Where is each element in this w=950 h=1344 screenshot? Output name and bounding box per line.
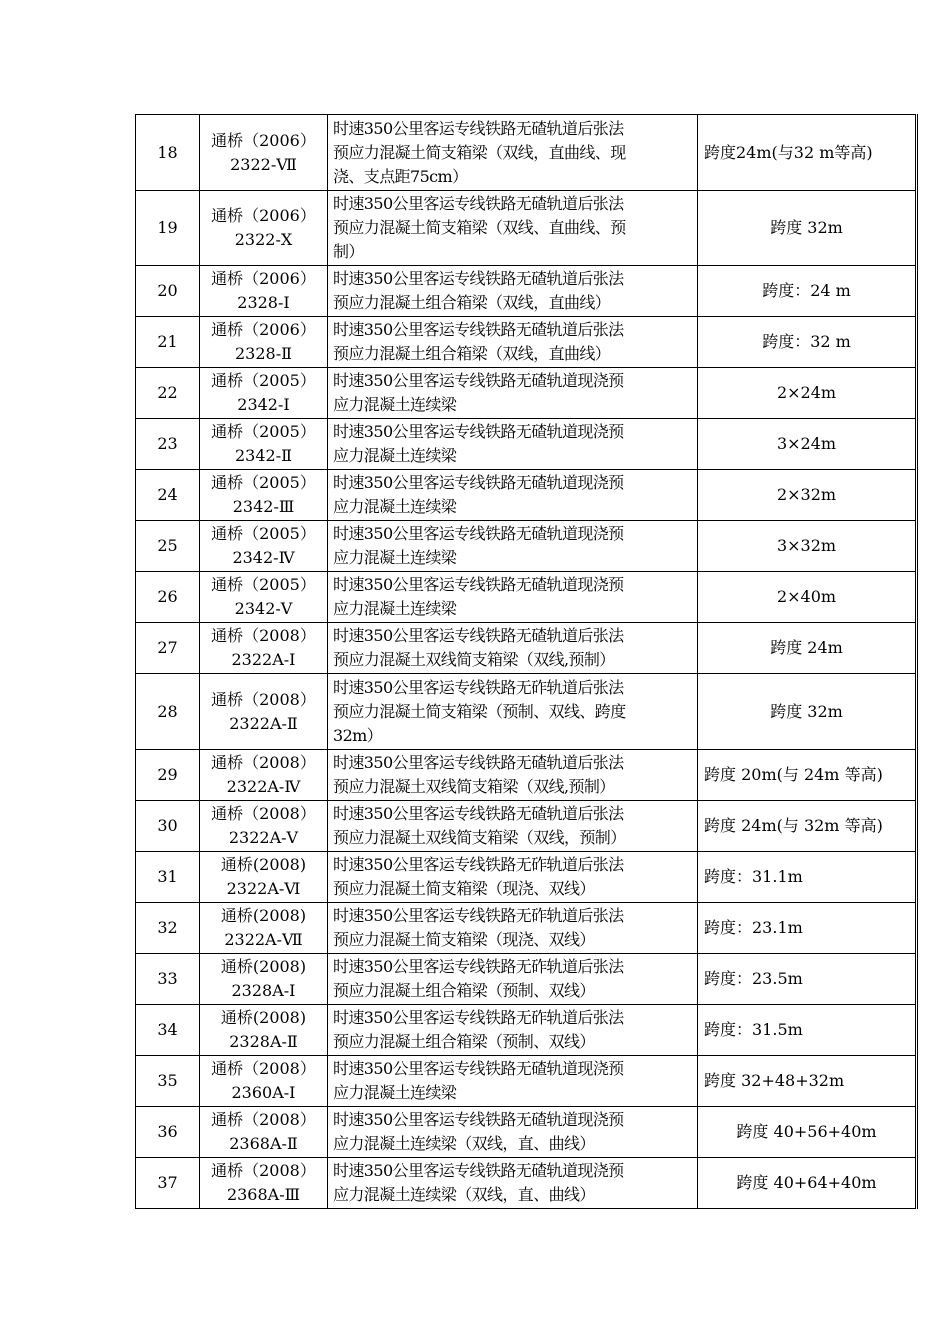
- drawing-code-cell: [200, 266, 328, 317]
- drawing-code-line: 通桥（2005）: [211, 575, 316, 594]
- drawing-code-cell: [200, 1005, 328, 1056]
- description-line: 时速350公里客运专线铁路无碴轨道后张法: [333, 194, 624, 213]
- description-line: 应力混凝土连续梁: [333, 548, 457, 567]
- row-number-cell: 37: [136, 1158, 200, 1209]
- span-cell: 2×40m: [698, 572, 917, 623]
- table-row: [136, 521, 917, 572]
- description-line: 应力混凝土连续梁: [333, 497, 457, 516]
- drawing-code-line: 2322A-Ⅵ: [226, 879, 301, 898]
- description-line: 制）: [333, 242, 364, 261]
- drawing-code-line: 通桥（2005）: [211, 371, 316, 390]
- table-row: [136, 1005, 917, 1056]
- description-cell: [328, 1107, 698, 1158]
- description-cell: [328, 623, 698, 674]
- drawing-code-line: 2368A-Ⅱ: [229, 1134, 298, 1153]
- row-number-cell: 20: [136, 266, 200, 317]
- description-line: 时速350公里客运专线铁路无碴轨道现浇预: [333, 575, 624, 594]
- span-cell: 跨度：32 m: [698, 317, 917, 368]
- description-line: 时速350公里客运专线铁路无碴轨道后张法: [333, 118, 624, 138]
- description-line: 时速350公里客运专线铁路无碴轨道后张法: [333, 804, 624, 823]
- description-line: 应力混凝土连续梁: [333, 395, 457, 414]
- drawing-code-line: 2328A-Ⅱ: [229, 1032, 298, 1051]
- drawing-code-cell: [200, 750, 328, 801]
- drawing-code-line: 通桥（2006）: [211, 320, 316, 339]
- drawing-code-line: 通桥(2008): [220, 855, 307, 874]
- description-line: 时速350公里客运专线铁路无碴轨道现浇预: [333, 371, 624, 390]
- description-line: 预应力混凝土简支箱梁（现浇、双线）: [333, 930, 595, 949]
- drawing-code-line: 2328-Ⅱ: [235, 344, 292, 363]
- table-row: [136, 191, 917, 266]
- description-line: 预应力混凝土组合箱梁（预制、双线）: [333, 1032, 595, 1051]
- table-row: [136, 801, 917, 852]
- drawing-code-line: 2322A-Ⅱ: [229, 713, 298, 733]
- description-line: 应力混凝土连续梁: [333, 1083, 457, 1102]
- drawing-code-cell: [200, 623, 328, 674]
- description-line: 时速350公里客运专线铁路无碴轨道后张法: [333, 269, 624, 288]
- description-cell: [328, 1005, 698, 1056]
- description-cell: [328, 419, 698, 470]
- drawing-code-cell: [200, 1107, 328, 1158]
- span-cell: 跨度 32m: [698, 191, 917, 266]
- drawing-code-line: 2342-Ⅳ: [232, 548, 295, 567]
- description-line: 预应力混凝土组合箱梁（双线，直曲线）: [333, 293, 611, 312]
- span-cell: 跨度 24m(与 32m 等高): [698, 801, 917, 852]
- drawing-code-cell: [200, 470, 328, 521]
- span-cell: 2×32m: [698, 470, 917, 521]
- drawing-code-line: 通桥（2008）: [211, 1059, 316, 1078]
- drawing-code-line: 2368A-Ⅲ: [226, 1185, 301, 1204]
- drawing-code-line: 通桥（2005）: [211, 422, 316, 441]
- drawing-code-line: 2322A-Ⅶ: [224, 930, 303, 949]
- drawing-code-line: 通桥(2008): [220, 1008, 307, 1027]
- table-row: [136, 954, 917, 1005]
- description-cell: [328, 572, 698, 623]
- row-number-cell: 34: [136, 1005, 200, 1056]
- table-row: [136, 750, 917, 801]
- table-row: [136, 572, 917, 623]
- description-cell: [328, 470, 698, 521]
- row-number-cell: 22: [136, 368, 200, 419]
- drawing-code-line: 通桥（2008）: [211, 804, 316, 823]
- row-number-cell: 19: [136, 191, 200, 266]
- description-cell: [328, 903, 698, 954]
- description-cell: [328, 1158, 698, 1209]
- table-row: [136, 1107, 917, 1158]
- drawing-code-cell: [200, 801, 328, 852]
- span-cell: 跨度 20m(与 24m 等高): [698, 750, 917, 801]
- description-cell: [328, 521, 698, 572]
- table-row: [136, 317, 917, 368]
- row-number-cell: 25: [136, 521, 200, 572]
- drawing-code-line: 通桥（2006）: [211, 130, 316, 150]
- table-row: [136, 1056, 917, 1107]
- description-line: 时速350公里客运专线铁路无碴轨道后张法: [333, 753, 624, 772]
- drawing-code-line: 通桥（2008）: [211, 626, 316, 645]
- drawing-code-cell: [200, 521, 328, 572]
- row-number-cell: 32: [136, 903, 200, 954]
- drawing-code-cell: [200, 903, 328, 954]
- table-row: [136, 623, 917, 674]
- description-line: 预应力混凝土简支箱梁（双线，直曲线、现: [333, 142, 626, 162]
- row-number-cell: 35: [136, 1056, 200, 1107]
- row-number-cell: 33: [136, 954, 200, 1005]
- drawing-code-line: 通桥（2005）: [211, 473, 316, 492]
- row-number-cell: 21: [136, 317, 200, 368]
- drawing-code-line: 2342-Ⅰ: [237, 395, 290, 414]
- drawing-code-line: 通桥（2008）: [211, 689, 316, 709]
- row-number-cell: 29: [136, 750, 200, 801]
- description-line: 预应力混凝土双线简支箱梁（双线,预制）: [333, 650, 615, 669]
- table-row: [136, 419, 917, 470]
- row-number-cell: 30: [136, 801, 200, 852]
- row-number-cell: 36: [136, 1107, 200, 1158]
- row-number-cell: 24: [136, 470, 200, 521]
- drawing-code-cell: [200, 419, 328, 470]
- drawing-code-line: 2322-Ⅶ: [230, 154, 297, 174]
- drawing-code-line: 2322A-Ⅰ: [231, 650, 296, 669]
- description-line: 时速350公里客运专线铁路无砟轨道后张法: [333, 906, 624, 925]
- drawing-code-line: 通桥(2008): [220, 957, 307, 976]
- span-cell: 2×24m: [698, 368, 917, 419]
- drawing-code-line: 通桥(2008): [220, 906, 307, 925]
- description-line: 预应力混凝土简支箱梁（预制、双线、跨度: [333, 701, 626, 721]
- description-cell: [328, 674, 698, 750]
- description-cell: [328, 852, 698, 903]
- drawing-list-table: [135, 114, 918, 1209]
- span-cell: 跨度：24 m: [698, 266, 917, 317]
- description-line: 应力混凝土连续梁: [333, 446, 457, 465]
- description-line: 预应力混凝土简支箱梁（现浇、双线）: [333, 879, 595, 898]
- drawing-code-line: 通桥（2008）: [211, 1161, 316, 1180]
- drawing-code-line: 2322-Ⅹ: [234, 230, 293, 249]
- description-line: 应力混凝土连续梁: [333, 599, 457, 618]
- description-line: 时速350公里客运专线铁路无碴轨道现浇预: [333, 1161, 624, 1180]
- row-number-cell: 18: [136, 115, 200, 191]
- span-cell: 跨度24m(与32 m等高): [698, 115, 917, 191]
- drawing-code-line: 通桥（2006）: [211, 206, 316, 225]
- drawing-code-cell: [200, 368, 328, 419]
- drawing-code-line: 2328-Ⅰ: [237, 293, 290, 312]
- row-number-cell: 31: [136, 852, 200, 903]
- description-line: 时速350公里客运专线铁路无碴轨道后张法: [333, 320, 624, 339]
- description-line: 时速350公里客运专线铁路无砟轨道后张法: [333, 677, 624, 697]
- description-cell: [328, 1056, 698, 1107]
- description-cell: [328, 266, 698, 317]
- description-line: 32m）: [333, 725, 383, 745]
- drawing-code-cell: [200, 1158, 328, 1209]
- span-cell: 跨度：23.1m: [698, 903, 917, 954]
- table-row: [136, 852, 917, 903]
- drawing-code-cell: [200, 852, 328, 903]
- drawing-code-line: 2342-Ⅱ: [235, 446, 292, 465]
- drawing-code-line: 通桥（2008）: [211, 1110, 316, 1129]
- drawing-code-line: 通桥（2005）: [211, 524, 316, 543]
- description-line: 预应力混凝土组合箱梁（双线，直曲线）: [333, 344, 611, 363]
- span-cell: 3×24m: [698, 419, 917, 470]
- drawing-code-line: 2360A-Ⅰ: [231, 1083, 296, 1102]
- description-line: 浇、支点距75cm）: [333, 166, 468, 186]
- table-row: [136, 368, 917, 419]
- drawing-code-cell: [200, 1056, 328, 1107]
- description-line: 应力混凝土连续梁（双线，直、曲线）: [333, 1185, 595, 1204]
- drawing-code-line: 通桥（2006）: [211, 269, 316, 288]
- drawing-code-line: 通桥（2008）: [211, 753, 316, 772]
- description-line: 时速350公里客运专线铁路无砟轨道后张法: [333, 1008, 624, 1027]
- description-cell: [328, 115, 698, 191]
- span-cell: 跨度：23.5m: [698, 954, 917, 1005]
- span-cell: 3×32m: [698, 521, 917, 572]
- table-row: [136, 470, 917, 521]
- drawing-code-cell: [200, 191, 328, 266]
- description-cell: [328, 368, 698, 419]
- description-line: 时速350公里客运专线铁路无砟轨道后张法: [333, 855, 624, 874]
- row-number-cell: 27: [136, 623, 200, 674]
- description-line: 预应力混凝土简支箱梁（双线、直曲线、预: [333, 218, 626, 237]
- table-row: [136, 266, 917, 317]
- description-line: 时速350公里客运专线铁路无砟轨道后张法: [333, 957, 624, 976]
- drawing-code-cell: [200, 954, 328, 1005]
- description-line: 预应力混凝土组合箱梁（预制、双线）: [333, 981, 595, 1000]
- span-cell: 跨度 40+56+40m: [698, 1107, 917, 1158]
- drawing-code-cell: [200, 317, 328, 368]
- description-cell: [328, 954, 698, 1005]
- description-cell: [328, 750, 698, 801]
- drawing-code-line: 2342-Ⅴ: [234, 599, 293, 618]
- description-line: 时速350公里客运专线铁路无碴轨道后张法: [333, 626, 624, 645]
- drawing-code-line: 2328A-Ⅰ: [231, 981, 296, 1000]
- drawing-code-line: 2322A-Ⅳ: [226, 777, 301, 796]
- description-cell: [328, 191, 698, 266]
- description-line: 时速350公里客运专线铁路无碴轨道现浇预: [333, 524, 624, 543]
- description-line: 时速350公里客运专线铁路无碴轨道现浇预: [333, 1059, 624, 1078]
- description-cell: [328, 317, 698, 368]
- table-row: [136, 903, 917, 954]
- row-number-cell: 28: [136, 674, 200, 750]
- description-line: 预应力混凝土双线简支箱梁（双线，预制）: [333, 828, 626, 847]
- row-number-cell: 23: [136, 419, 200, 470]
- span-cell: 跨度 24m: [698, 623, 917, 674]
- row-number-cell: 26: [136, 572, 200, 623]
- drawing-code-cell: [200, 572, 328, 623]
- span-cell: 跨度 32m: [698, 674, 917, 750]
- description-line: 时速350公里客运专线铁路无碴轨道现浇预: [333, 1110, 624, 1129]
- description-line: 时速350公里客运专线铁路无碴轨道现浇预: [333, 473, 624, 492]
- description-line: 时速350公里客运专线铁路无碴轨道现浇预: [333, 422, 624, 441]
- drawing-code-cell: [200, 115, 328, 191]
- description-line: 应力混凝土连续梁（双线，直、曲线）: [333, 1134, 595, 1153]
- table-row: [136, 674, 917, 750]
- span-cell: 跨度 32+48+32m: [698, 1056, 917, 1107]
- table-row: [136, 1158, 917, 1209]
- description-cell: [328, 801, 698, 852]
- drawing-code-line: 2342-Ⅲ: [232, 497, 295, 516]
- span-cell: 跨度 40+64+40m: [698, 1158, 917, 1209]
- span-cell: 跨度：31.5m: [698, 1005, 917, 1056]
- table-row: [136, 115, 917, 191]
- drawing-code-line: 2322A-Ⅴ: [228, 828, 299, 847]
- table-body: [136, 115, 917, 1209]
- description-line: 预应力混凝土双线简支箱梁（双线,预制）: [333, 777, 615, 796]
- drawing-code-cell: [200, 674, 328, 750]
- span-cell: 跨度：31.1m: [698, 852, 917, 903]
